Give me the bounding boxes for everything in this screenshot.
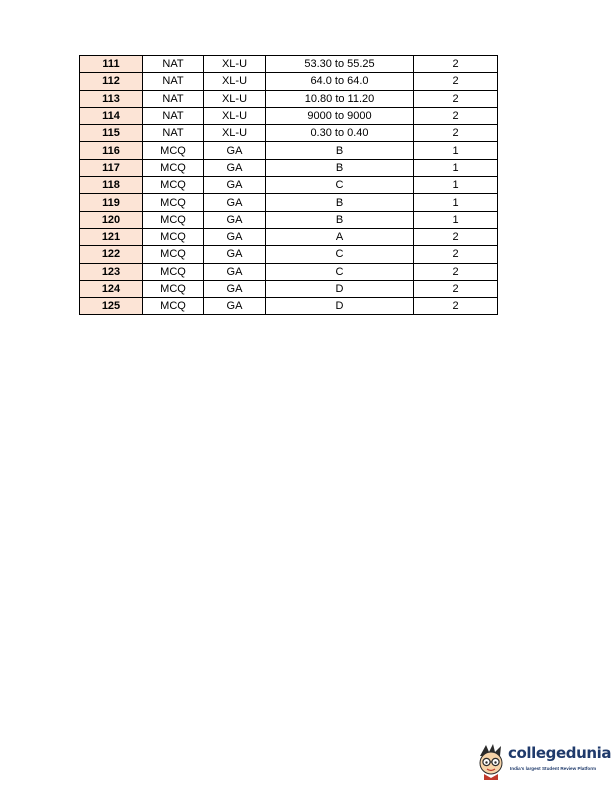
marks-cell: 2 xyxy=(414,298,498,315)
marks-cell: 2 xyxy=(414,90,498,107)
question-number-cell: 111 xyxy=(80,56,143,73)
table-row xyxy=(80,246,498,263)
section-cell: XL-U xyxy=(204,73,266,90)
table-row xyxy=(80,107,498,124)
section-cell: GA xyxy=(204,194,266,211)
table-row xyxy=(80,90,498,107)
answer-key-cell: C xyxy=(266,263,414,280)
question-type-cell: MCQ xyxy=(143,211,204,228)
question-type-cell: MCQ xyxy=(143,280,204,297)
answer-key-cell: 10.80 to 11.20 xyxy=(266,90,414,107)
question-type-cell: NAT xyxy=(143,56,204,73)
answer-key-cell: D xyxy=(266,280,414,297)
table-row xyxy=(80,280,498,297)
section-cell: XL-U xyxy=(204,90,266,107)
section-cell: GA xyxy=(204,280,266,297)
table-row xyxy=(80,159,498,176)
marks-cell: 2 xyxy=(414,246,498,263)
marks-cell: 2 xyxy=(414,228,498,245)
question-number-cell: 123 xyxy=(80,263,143,280)
question-number-cell: 121 xyxy=(80,228,143,245)
question-type-cell: NAT xyxy=(143,107,204,124)
question-number-cell: 117 xyxy=(80,159,143,176)
question-number-cell: 122 xyxy=(80,246,143,263)
section-cell: XL-U xyxy=(204,107,266,124)
table-row xyxy=(80,142,498,159)
answer-key-cell: B xyxy=(266,194,414,211)
collegedunia-logo xyxy=(476,742,612,782)
answer-key-cell: 64.0 to 64.0 xyxy=(266,73,414,90)
question-number-cell: 114 xyxy=(80,107,143,124)
question-type-cell: MCQ xyxy=(143,159,204,176)
section-cell: GA xyxy=(204,246,266,263)
marks-cell: 2 xyxy=(414,56,498,73)
table-row xyxy=(80,228,498,245)
question-type-cell: MCQ xyxy=(143,298,204,315)
question-type-cell: NAT xyxy=(143,73,204,90)
question-number-cell: 118 xyxy=(80,177,143,194)
question-type-cell: MCQ xyxy=(143,246,204,263)
section-cell: GA xyxy=(204,228,266,245)
question-type-cell: MCQ xyxy=(143,177,204,194)
section-cell: XL-U xyxy=(204,56,266,73)
table-row xyxy=(80,125,498,142)
student-mascot-icon xyxy=(476,742,508,780)
marks-cell: 2 xyxy=(414,263,498,280)
table-row xyxy=(80,194,498,211)
marks-cell: 2 xyxy=(414,107,498,124)
question-number-cell: 119 xyxy=(80,194,143,211)
table-row xyxy=(80,298,498,315)
question-number-cell: 125 xyxy=(80,298,143,315)
question-type-cell: MCQ xyxy=(143,228,204,245)
question-number-cell: 113 xyxy=(80,90,143,107)
section-cell: GA xyxy=(204,211,266,228)
question-type-cell: MCQ xyxy=(143,263,204,280)
answer-key-cell: B xyxy=(266,159,414,176)
answer-key-cell: B xyxy=(266,211,414,228)
answer-key-body xyxy=(80,56,498,315)
table-row xyxy=(80,177,498,194)
answer-key-cell: C xyxy=(266,177,414,194)
question-type-cell: MCQ xyxy=(143,194,204,211)
section-cell: GA xyxy=(204,177,266,194)
answer-key-cell: 9000 to 9000 xyxy=(266,107,414,124)
answer-key-cell: B xyxy=(266,142,414,159)
section-cell: GA xyxy=(204,142,266,159)
answer-key-cell: 53.30 to 55.25 xyxy=(266,56,414,73)
question-number-cell: 115 xyxy=(80,125,143,142)
question-type-cell: NAT xyxy=(143,90,204,107)
marks-cell: 1 xyxy=(414,142,498,159)
table-row xyxy=(80,73,498,90)
table-row xyxy=(80,56,498,73)
answer-key-cell: 0.30 to 0.40 xyxy=(266,125,414,142)
marks-cell: 2 xyxy=(414,73,498,90)
marks-cell: 1 xyxy=(414,211,498,228)
section-cell: GA xyxy=(204,298,266,315)
section-cell: GA xyxy=(204,159,266,176)
brand-tagline: India's largest Student Review Platform xyxy=(510,766,597,771)
question-type-cell: MCQ xyxy=(143,142,204,159)
marks-cell: 2 xyxy=(414,280,498,297)
question-type-cell: NAT xyxy=(143,125,204,142)
question-number-cell: 120 xyxy=(80,211,143,228)
question-number-cell: 112 xyxy=(80,73,143,90)
question-number-cell: 116 xyxy=(80,142,143,159)
answer-key-cell: A xyxy=(266,228,414,245)
question-number-cell: 124 xyxy=(80,280,143,297)
table-row xyxy=(80,211,498,228)
marks-cell: 1 xyxy=(414,194,498,211)
marks-cell: 1 xyxy=(414,177,498,194)
table-row xyxy=(80,263,498,280)
marks-cell: 1 xyxy=(414,159,498,176)
section-cell: XL-U xyxy=(204,125,266,142)
brand-name: collegedunia xyxy=(508,744,612,762)
answer-key-table xyxy=(79,55,498,315)
answer-key-cell: C xyxy=(266,246,414,263)
answer-key-cell: D xyxy=(266,298,414,315)
marks-cell: 2 xyxy=(414,125,498,142)
section-cell: GA xyxy=(204,263,266,280)
